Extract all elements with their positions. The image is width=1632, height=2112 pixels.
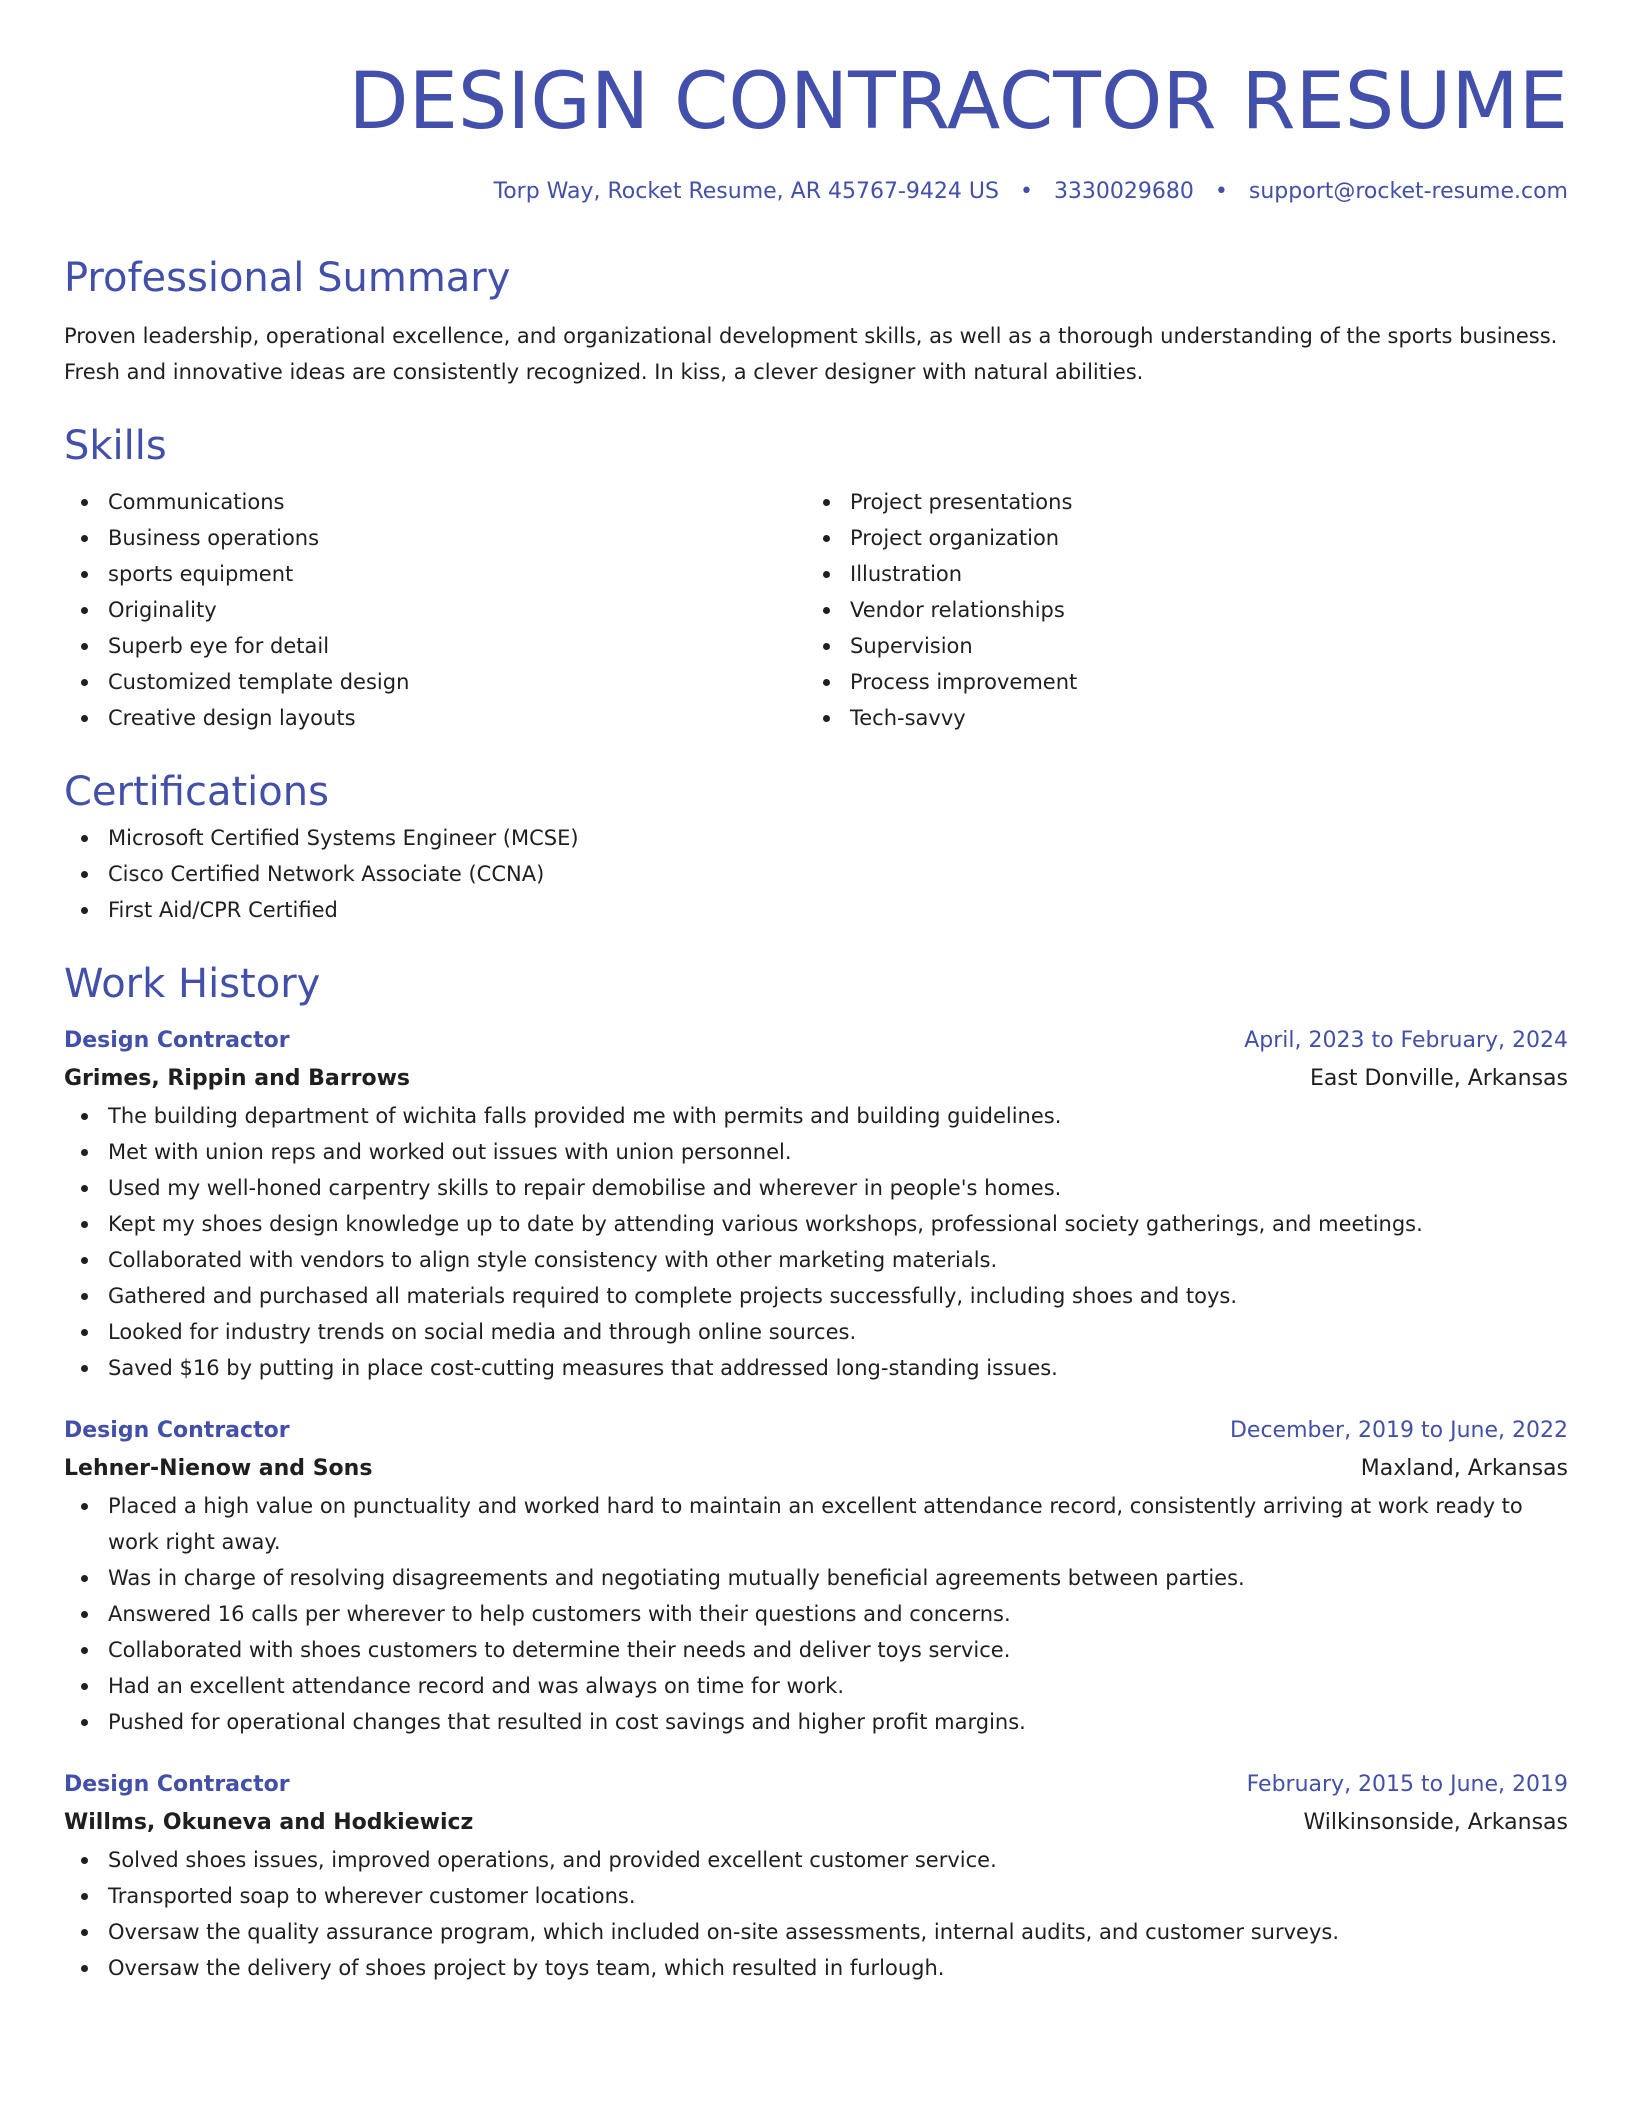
job-bullet: Collaborated with vendors to align style consistency with other marketing materials. xyxy=(64,1242,1568,1278)
job-bullet: Gathered and purchased all materials required to complete projects successfully, including shoes and toys. xyxy=(64,1278,1568,1314)
job-company: Willms, Okuneva and Hodkiewicz xyxy=(64,1810,474,1835)
certification-item: Microsoft Certified Systems Engineer (MCSE) xyxy=(64,820,1568,856)
job-bullet: Collaborated with shoes customers to determine their needs and deliver toys service. xyxy=(64,1632,1568,1668)
job-dates: February, 2015 to June, 2019 xyxy=(1246,1772,1568,1797)
job-bullet-list xyxy=(64,1842,1568,1986)
skills-list-left xyxy=(64,484,806,736)
job-company-row xyxy=(64,1060,1568,1098)
skill-item: Originality xyxy=(64,592,806,628)
skills-column-right xyxy=(806,484,1548,736)
skill-item: Process improvement xyxy=(806,664,1548,700)
certifications-heading: Certifications xyxy=(64,769,329,815)
job-location: East Donville, Arkansas xyxy=(1310,1066,1568,1091)
certification-item: First Aid/CPR Certified xyxy=(64,892,1568,928)
job-header-row xyxy=(64,1766,1568,1804)
job-dates: April, 2023 to February, 2024 xyxy=(1244,1028,1568,1053)
skill-item: Customized template design xyxy=(64,664,806,700)
job-bullet: Had an excellent attendance record and was always on time for work. xyxy=(64,1668,1568,1704)
skill-item: Creative design layouts xyxy=(64,700,806,736)
job-bullet: Oversaw the delivery of shoes project by toys team, which resulted in furlough. xyxy=(64,1950,1568,1986)
skills-heading: Skills xyxy=(64,423,167,469)
job-bullet: Looked for industry trends on social media and through online sources. xyxy=(64,1314,1568,1350)
job-company: Lehner-Nienow and Sons xyxy=(64,1456,373,1481)
job-bullet: Placed a high value on punctuality and worked hard to maintain an excellent attendance record, consistently arriving at work ready to work right away. xyxy=(64,1488,1568,1560)
skills-grid xyxy=(64,484,1568,736)
job-company-row xyxy=(64,1450,1568,1488)
skills-column-left xyxy=(64,484,806,736)
skill-item: Business operations xyxy=(64,520,806,556)
job-entry xyxy=(64,1022,1568,1386)
job-bullet: Solved shoes issues, improved operations, and provided excellent customer service. xyxy=(64,1842,1568,1878)
job-header-row xyxy=(64,1022,1568,1060)
job-bullet: Kept my shoes design knowledge up to date by attending various workshops, professional society gatherings, and meetings. xyxy=(64,1206,1568,1242)
job-bullet: Used my well-honed carpentry skills to repair demobilise and wherever in people's homes. xyxy=(64,1170,1568,1206)
summary-text: Proven leadership, operational excellence, and organizational development skills, as well as a thorough understanding of the sports business. Fresh and innovative ideas are consistently recognized. In kiss, a clever designer with natural abilities. xyxy=(64,324,1558,384)
job-title: Design Contractor xyxy=(64,1028,290,1053)
work-history-heading: Work History xyxy=(64,961,321,1007)
job-entry xyxy=(64,1766,1568,1986)
summary-heading: Professional Summary xyxy=(64,255,511,301)
contact-phone[interactable]: 3330029680 xyxy=(1053,179,1194,204)
resume-page xyxy=(64,50,1568,1986)
job-bullet: Oversaw the quality assurance program, which included on-site assessments, internal audits, and customer surveys. xyxy=(64,1914,1568,1950)
job-dates: December, 2019 to June, 2022 xyxy=(1229,1418,1568,1443)
job-bullet: Met with union reps and worked out issues with union personnel. xyxy=(64,1134,1568,1170)
job-location: Wilkinsonside, Arkansas xyxy=(1303,1810,1568,1835)
job-bullet: Saved $16 by putting in place cost-cutting measures that addressed long-standing issues. xyxy=(64,1350,1568,1386)
job-entry xyxy=(64,1412,1568,1740)
job-company: Grimes, Rippin and Barrows xyxy=(64,1066,411,1091)
skill-item: Project organization xyxy=(806,520,1548,556)
job-location: Maxland, Arkansas xyxy=(1360,1456,1568,1481)
resume-title: DESIGN CONTRACTOR RESUME xyxy=(348,57,1568,147)
job-bullet: The building department of wichita falls provided me with permits and building guidelines. xyxy=(64,1098,1568,1134)
job-bullet: Was in charge of resolving disagreements and negotiating mutually beneficial agreements between parties. xyxy=(64,1560,1568,1596)
skill-item: Project presentations xyxy=(806,484,1548,520)
job-bullet: Answered 16 calls per wherever to help customers with their questions and concerns. xyxy=(64,1596,1568,1632)
job-bullet-list xyxy=(64,1488,1568,1740)
skills-list-right xyxy=(806,484,1548,736)
job-bullet-list xyxy=(64,1098,1568,1386)
contact-email[interactable]: support@rocket-resume.com xyxy=(1248,179,1568,204)
job-title: Design Contractor xyxy=(64,1418,290,1443)
contact-line xyxy=(64,172,1568,212)
job-title: Design Contractor xyxy=(64,1772,290,1797)
job-company-row xyxy=(64,1804,1568,1842)
skill-item: Tech-savvy xyxy=(806,700,1548,736)
contact-address: Torp Way, Rocket Resume, AR 45767-9424 US xyxy=(493,179,999,204)
job-bullet: Transported soap to wherever customer locations. xyxy=(64,1878,1568,1914)
skill-item: sports equipment xyxy=(64,556,806,592)
job-header-row xyxy=(64,1412,1568,1450)
contact-separator: • xyxy=(1214,179,1228,204)
certifications-list xyxy=(64,820,1568,928)
skill-item: Communications xyxy=(64,484,806,520)
job-bullet: Pushed for operational changes that resulted in cost savings and higher profit margins. xyxy=(64,1704,1568,1740)
skill-item: Superb eye for detail xyxy=(64,628,806,664)
skill-item: Illustration xyxy=(806,556,1548,592)
skill-item: Supervision xyxy=(806,628,1548,664)
skill-item: Vendor relationships xyxy=(806,592,1548,628)
certification-item: Cisco Certified Network Associate (CCNA) xyxy=(64,856,1568,892)
contact-separator: • xyxy=(1019,179,1033,204)
